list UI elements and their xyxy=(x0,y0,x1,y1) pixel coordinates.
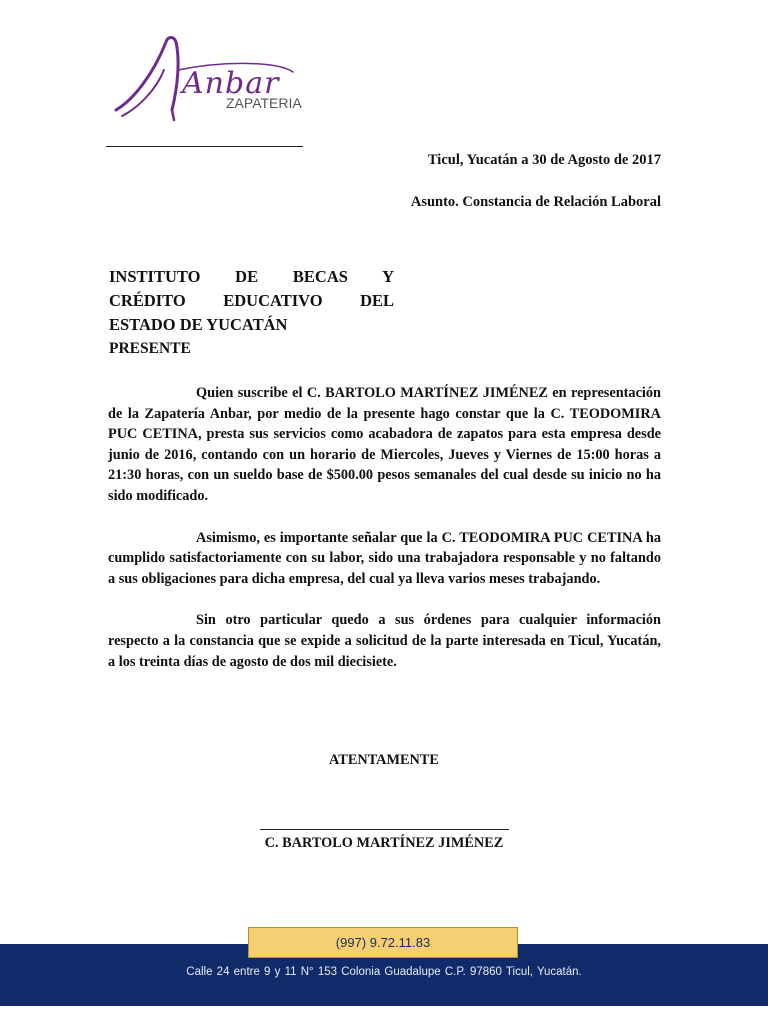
footer-address: Calle 24 entre 9 y 11 N° 153 Colonia Guadalupe C.P. 97860 Ticul, Yucatán. xyxy=(186,966,582,978)
letter-body xyxy=(108,383,661,693)
letter-date: Ticul, Yucatán a 30 de Agosto de 2017 xyxy=(427,152,661,168)
body-paragraph: Sin otro particular quedo a sus órdenes para cualquier información respecto a la constancia que se expide a solicitud de la parte interesada en Ticul, Yucatán, a los treinta días de agosto de dos mil diecisiete. xyxy=(108,612,661,670)
addressee-block xyxy=(109,265,394,361)
body-paragraph: Asimismo, es importante señalar que la C. TEODOMIRA PUC CETINA ha cumplido satisfactoriamente con su labor, sido una trabajadora responsable y no faltando a sus obligaciones para dicha empresa, del cual ya lleva varios meses trabajando. xyxy=(108,529,661,587)
company-logo xyxy=(108,30,308,125)
addressee-line: INSTITUTO DE BECAS Y xyxy=(109,267,394,286)
body-paragraph: Quien suscribe el C. BARTOLO MARTÍNEZ JIMÉNEZ en representación de la Zapatería Anbar, por medio de la presente hago constar que la C. TEODOMIRA PUC CETINA, presta sus servicios como acabadora de zapatos para esta empresa desde junio de 2016, contando con un horario de Miercoles, Jueves y Viernes de 15:00 horas a 21:30 horas, con un sueldo base de $500.00 pesos semanales del cual desde su inicio no ha sido modificado. xyxy=(108,385,661,504)
addressee-greeting: PRESENTE xyxy=(109,340,191,357)
signatory-name: C. BARTOLO MARTÍNEZ JIMÉNEZ xyxy=(264,835,504,851)
closing-salutation: ATENTAMENTE xyxy=(329,752,439,768)
letter-subject: Asunto. Constancia de Relación Laboral xyxy=(410,194,661,210)
logo-brand-text: Anbar xyxy=(182,66,280,101)
addressee-line: CRÉDITO EDUCATIVO DEL xyxy=(109,291,394,310)
letterhead-divider xyxy=(106,146,303,147)
addressee-line: ESTADO DE YUCATÁN xyxy=(109,315,288,334)
signature-line xyxy=(260,829,509,830)
logo-subtitle: ZAPATERIA xyxy=(226,95,302,111)
footer-phone: (997) 9.72.11.83 xyxy=(248,927,518,958)
